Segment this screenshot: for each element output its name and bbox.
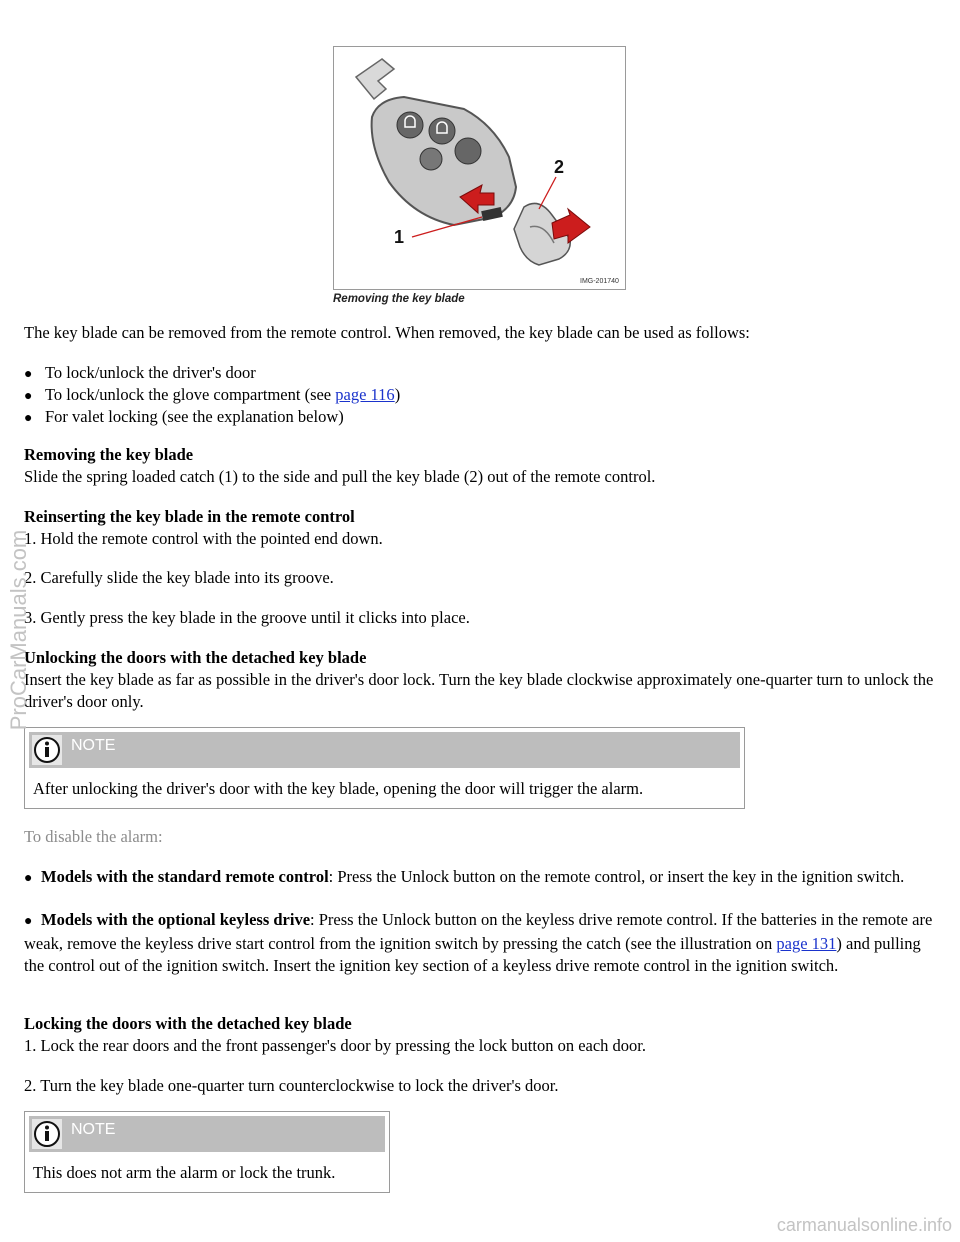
watermark-bottom: carmanualsonline.info: [776, 1215, 952, 1235]
bullet: ●: [24, 389, 33, 404]
bullet: ●: [24, 367, 33, 382]
info-icon: [32, 735, 62, 765]
list-item: [24, 362, 256, 386]
list-item: [24, 866, 944, 890]
note-text: After unlocking the driver's door with the key blade, opening the door will trigger the alarm.: [33, 779, 644, 798]
note-box: [24, 727, 745, 809]
use-driver-door: To lock/unlock the driver's door: [45, 363, 256, 382]
standard-remote-label: Models with the standard remote control: [41, 867, 329, 886]
note-header: [29, 732, 740, 768]
list-item: [24, 909, 944, 977]
watermark-left: ProCarManuals.com: [6, 529, 31, 731]
unlocking-heading: Unlocking the doors with the detached key blade: [24, 648, 367, 667]
unlocking-text: Insert the key blade as far as possible in the driver's door lock. Turn the key blade clockwise approximately one-quarter turn to unlock the driver's door only.: [24, 670, 934, 711]
locking-step-1: 1. Lock the rear doors and the front passenger's door by pressing the lock button on each door.: [24, 1036, 647, 1055]
note-title: NOTE: [71, 737, 116, 754]
reinserting-step-3: 3. Gently press the key blade in the groove until it clicks into place.: [24, 608, 470, 627]
use-glove-text: To lock/unlock the glove compartment (see: [45, 385, 336, 404]
locking-step-2: 2. Turn the key blade one-quarter turn counterclockwise to lock the driver's door.: [24, 1076, 559, 1095]
callout-2: 2: [554, 157, 565, 177]
locking-heading: Locking the doors with the detached key blade: [24, 1014, 352, 1033]
reinserting-step-2: 2. Carefully slide the key blade into its groove.: [24, 568, 334, 587]
keyless-drive-text-end: ) and pulling the control out of the ignition switch. Insert the ignition key section of a keyless drive remote control in the ignition switch.: [24, 934, 921, 975]
keyless-drive-label: Models with the optional keyless drive: [41, 910, 311, 929]
disable-alarm-intro: To disable the alarm:: [24, 827, 163, 846]
page-116-link[interactable]: page 116: [335, 385, 395, 404]
note-header: [29, 1116, 385, 1152]
image-code: IMG-201740: [580, 278, 619, 285]
list-item: [24, 384, 400, 408]
page-131-link[interactable]: page 131: [776, 934, 837, 953]
bullet: ●: [24, 871, 33, 886]
info-icon: [32, 1119, 62, 1149]
key-blade-illustration: [333, 46, 626, 290]
reinserting-heading: Reinserting the key blade in the remote control: [24, 507, 355, 526]
note-title: NOTE: [71, 1121, 116, 1138]
bullet: ●: [24, 411, 33, 426]
use-valet-locking: For valet locking (see the explanation below): [45, 407, 344, 426]
standard-remote-text: : Press the Unlock button on the remote control, or insert the key in the ignition switch.: [328, 867, 905, 886]
remote-key-drawing: [334, 47, 625, 289]
keyless-drive-text: : Press the Unlock button on the keyless drive remote control. If the batteries in the remote are weak, remove the keyless drive start control from the ignition switch by pressing the catch (see the illustration on: [24, 910, 933, 953]
reinserting-step-1: 1. Hold the remote control with the pointed end down.: [24, 529, 383, 548]
note-text: This does not arm the alarm or lock the trunk.: [33, 1163, 336, 1182]
intro-paragraph: The key blade can be removed from the remote control. When removed, the key blade can be used as follows:: [24, 323, 750, 342]
figure-caption: Removing the key blade: [333, 293, 465, 305]
removing-text: Slide the spring loaded catch (1) to the side and pull the key blade (2) out of the remote control.: [24, 467, 656, 486]
use-glove-close: ): [394, 385, 401, 404]
callout-1: 1: [394, 227, 405, 247]
bullet: ●: [24, 914, 33, 929]
note-box: [24, 1111, 390, 1193]
removing-heading: Removing the key blade: [24, 445, 194, 464]
list-item: [24, 406, 344, 430]
